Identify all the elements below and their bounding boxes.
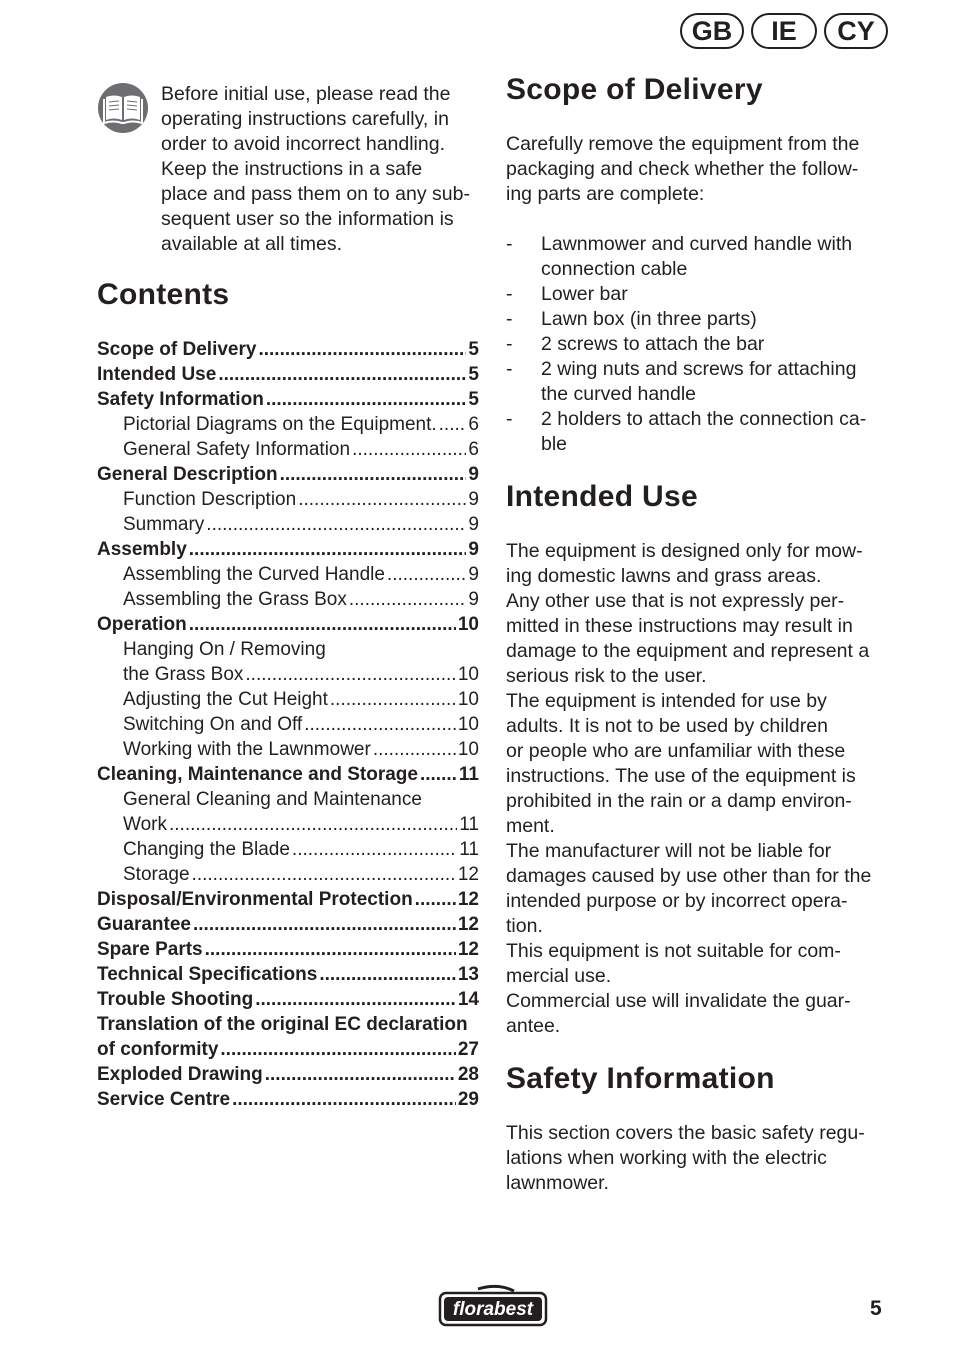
florabest-logo <box>438 1283 548 1327</box>
toc-leader-dots <box>373 737 456 762</box>
intro-text: Before initial use, please read the operating instructions carefully, in order to avoid incorrect handling. Keep the instructions in a safe place and pass them on to any sub- sequent user so the information is available at all times. <box>161 83 470 255</box>
toc-entry-label: Storage <box>123 864 190 885</box>
toc-entry-label: Summary <box>123 514 205 535</box>
toc-leader-dots <box>330 687 456 712</box>
toc-entry-page: 12 <box>457 939 479 960</box>
toc-entry-page: 11 <box>459 814 479 835</box>
toc-entry-page: 11 <box>459 839 479 860</box>
toc-entry <box>97 412 479 437</box>
toc-entry-label: Changing the Blade <box>123 839 290 860</box>
toc-entry <box>97 1062 479 1087</box>
table-of-contents <box>97 337 479 1112</box>
toc-entry <box>97 362 479 387</box>
toc-entry <box>97 662 479 687</box>
toc-entry-label: Assembling the Curved Handle <box>123 564 385 585</box>
toc-entry-page: 12 <box>457 914 479 935</box>
toc-entry-label: Trouble Shooting <box>97 989 254 1010</box>
toc-entry <box>97 937 479 962</box>
toc-entry-label: Intended Use <box>97 364 217 385</box>
toc-leader-dots <box>265 1062 456 1087</box>
intended-use-title: Intended Use <box>506 480 698 513</box>
toc-leader-dots <box>255 987 456 1012</box>
contents-title: Contents <box>97 278 230 311</box>
toc-entry-label: Safety Information <box>97 389 264 410</box>
toc-leader-dots <box>189 537 467 562</box>
dash-bullet: - <box>506 408 513 430</box>
language-badges <box>680 13 888 49</box>
list-item <box>506 357 892 407</box>
toc-leader-dots <box>280 462 467 487</box>
toc-entry-page: 10 <box>457 664 479 685</box>
toc-entry-label: Service Centre <box>97 1089 231 1110</box>
toc-entry-label: Work <box>123 814 167 835</box>
toc-leader-dots <box>218 362 466 387</box>
toc-entry-label: of conformity <box>97 1039 219 1060</box>
list-item <box>506 407 892 457</box>
list-item-text: 2 screws to attach the bar <box>541 333 765 355</box>
toc-entry <box>97 687 479 712</box>
toc-entry <box>97 512 479 537</box>
toc-entry <box>97 912 479 937</box>
dash-bullet: - <box>506 358 513 380</box>
toc-entry-label: Cleaning, Maintenance and Storage <box>97 764 418 785</box>
list-item-text: Lawn box (in three parts) <box>541 308 757 330</box>
toc-leader-dots <box>415 887 456 912</box>
scope-of-delivery-intro: Carefully remove the equipment from the packaging and check whether the follow- ing parts are complete: <box>506 133 860 205</box>
list-item <box>506 332 892 357</box>
page-number: 5 <box>870 1297 882 1320</box>
toc-leader-dots <box>169 812 457 837</box>
toc-entry-label: General Safety Information <box>123 439 351 460</box>
toc-entry-page: 9 <box>468 489 479 510</box>
toc-entry-label: Switching On and Off <box>123 714 303 735</box>
toc-entry-page: 6 <box>468 439 479 460</box>
toc-entry-label: Spare Parts <box>97 939 203 960</box>
toc-leader-dots <box>245 662 455 687</box>
toc-entry-label: General Description <box>97 464 278 485</box>
toc-leader-dots <box>298 487 466 512</box>
dash-bullet: - <box>506 283 513 305</box>
toc-entry-label: Adjusting the Cut Height <box>123 689 328 710</box>
language-badge-cy: CY <box>824 13 888 49</box>
toc-entry-label: Function Description <box>123 489 297 510</box>
toc-entry <box>97 437 479 462</box>
toc-entry-label: Scope of Delivery <box>97 339 257 360</box>
list-item-text: 2 wing nuts and screws for attaching the curved handle <box>541 358 857 405</box>
toc-leader-dots <box>439 412 467 437</box>
toc-entry-label: Guarantee <box>97 914 191 935</box>
language-badge-gb: GB <box>680 13 744 49</box>
toc-entry-page: 14 <box>457 989 479 1010</box>
safety-information-text: This section covers the basic safety regu- lations when working with the electric lawnmower. <box>506 1122 865 1194</box>
toc-leader-dots <box>205 937 456 962</box>
toc-entry-label: the Grass Box <box>123 664 244 685</box>
toc-entry <box>97 462 479 487</box>
toc-entry <box>97 1037 479 1062</box>
toc-entry-label: Technical Specifications <box>97 964 318 985</box>
toc-entry <box>97 337 479 362</box>
toc-leader-dots <box>232 1087 456 1112</box>
toc-leader-dots <box>189 612 456 637</box>
dash-bullet: - <box>506 308 513 330</box>
toc-entry <box>97 387 479 412</box>
toc-entry-page: 9 <box>468 539 479 560</box>
toc-entry-label: Operation <box>97 614 187 635</box>
list-item-text: 2 holders to attach the connection ca- ble <box>541 408 867 455</box>
open-book-icon <box>97 82 149 134</box>
toc-entry-page: 9 <box>468 514 479 535</box>
right-column <box>506 70 892 1196</box>
toc-entry-page: 10 <box>457 739 479 760</box>
toc-entry-page: 6 <box>468 414 479 435</box>
toc-entry <box>97 712 479 737</box>
toc-leader-dots <box>304 712 456 737</box>
toc-entry-label: Assembling the Grass Box <box>123 589 347 610</box>
toc-entry-page: 12 <box>457 864 479 885</box>
left-column <box>97 82 479 1112</box>
toc-entry-label: Working with the Lawnmower <box>123 739 371 760</box>
toc-entry-page: 10 <box>457 714 479 735</box>
toc-entry-label: Pictorial Diagrams on the Equipment. <box>123 414 437 435</box>
scope-of-delivery-list <box>506 232 892 457</box>
toc-entry-page: 10 <box>457 689 479 710</box>
toc-entry-page: 28 <box>457 1064 479 1085</box>
toc-entry <box>97 487 479 512</box>
toc-entry <box>97 862 479 887</box>
brand-logo-text: florabest <box>452 1299 534 1320</box>
toc-leader-dots <box>266 387 467 412</box>
toc-entry-label: Assembly <box>97 539 187 560</box>
toc-entry-page: 11 <box>458 764 479 785</box>
toc-entry-page: 9 <box>468 564 479 585</box>
toc-entry <box>97 562 479 587</box>
toc-entry <box>97 1087 479 1112</box>
toc-leader-dots <box>192 862 456 887</box>
toc-leader-dots <box>420 762 457 787</box>
intended-use-text: The equipment is designed only for mow- ing domestic lawns and grass areas. Any other use that is not expressly per- mitted in these instructions may result in damage to the equipment and represent a serious risk to the user. The equipment is intended for use by adults. It is not to be used by children or people who are unfamiliar with these instructions. The use of the equipment is prohibited in the rain or a damp environ- ment. The manufacturer will not be liable for damages caused by use other than for the intended purpose or by incorrect opera- tion. This equipment is not suitable for com- mercial use. Commercial use will invalidate the guar- antee. <box>506 540 872 1037</box>
toc-entry-first-line: General Cleaning and Maintenance <box>123 789 422 810</box>
toc-entry <box>97 812 479 837</box>
list-item-text: Lawnmower and curved handle with connection cable <box>541 233 853 280</box>
toc-entry-page: 5 <box>468 364 479 385</box>
toc-leader-dots <box>206 512 466 537</box>
toc-entry-first-line: Hanging On / Removing <box>123 639 326 660</box>
toc-entry-page: 9 <box>468 589 479 610</box>
toc-entry-page: 13 <box>457 964 479 985</box>
scope-of-delivery-title: Scope of Delivery <box>506 73 763 106</box>
toc-entry-label: Exploded Drawing <box>97 1064 263 1085</box>
intro-notice <box>97 82 479 257</box>
toc-entry <box>97 537 479 562</box>
dash-bullet: - <box>506 233 513 255</box>
safety-information-title: Safety Information <box>506 1062 775 1095</box>
toc-leader-dots <box>352 437 466 462</box>
toc-entry <box>97 887 479 912</box>
list-item <box>506 282 892 307</box>
toc-entry-label: Disposal/Environmental Protection <box>97 889 413 910</box>
toc-leader-dots <box>349 587 467 612</box>
language-badge-ie: IE <box>751 13 817 49</box>
toc-leader-dots <box>292 837 457 862</box>
toc-entry <box>97 987 479 1012</box>
list-item <box>506 307 892 332</box>
toc-entry-page: 9 <box>468 464 479 485</box>
list-item-text: Lower bar <box>541 283 628 305</box>
toc-leader-dots <box>319 962 456 987</box>
toc-entry-first-line: Translation of the original EC declaration <box>97 1014 468 1035</box>
toc-entry-page: 5 <box>468 339 479 360</box>
toc-entry-page: 5 <box>468 389 479 410</box>
toc-entry-page: 27 <box>457 1039 479 1060</box>
toc-entry-page: 29 <box>457 1089 479 1110</box>
toc-leader-dots <box>258 337 466 362</box>
toc-entry <box>97 612 479 637</box>
toc-entry <box>97 962 479 987</box>
toc-entry <box>97 837 479 862</box>
dash-bullet: - <box>506 333 513 355</box>
toc-leader-dots <box>220 1037 455 1062</box>
toc-entry-page: 10 <box>457 614 479 635</box>
toc-leader-dots <box>193 912 456 937</box>
toc-entry <box>97 762 479 787</box>
list-item <box>506 232 892 282</box>
toc-entry-page: 12 <box>457 889 479 910</box>
toc-entry <box>97 737 479 762</box>
toc-entry <box>97 587 479 612</box>
toc-leader-dots <box>387 562 467 587</box>
